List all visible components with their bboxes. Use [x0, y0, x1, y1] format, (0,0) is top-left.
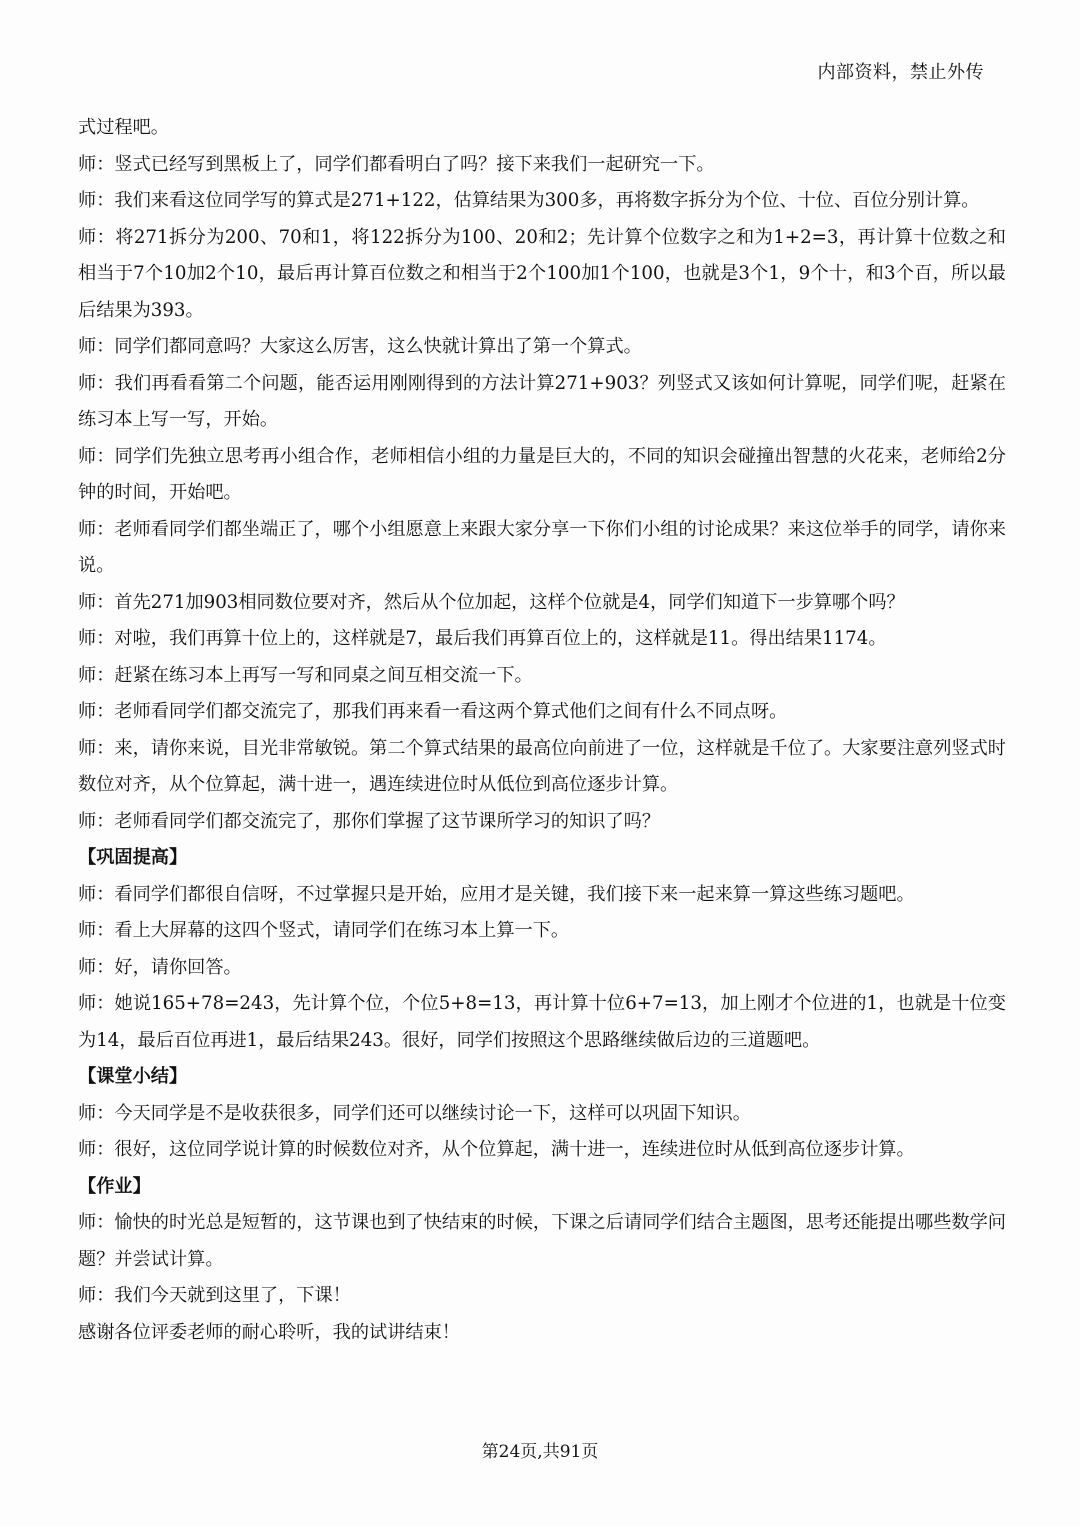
confidential-note: 内部资料，禁止外传: [817, 62, 984, 83]
section-heading-summary: 【课堂小结】: [78, 1066, 188, 1087]
lecture-transcript: [78, 110, 1006, 1351]
paragraph: 师：竖式已经写到黑板上了，同学们都看明白了吗？接下来我们一起研究一下。: [78, 153, 715, 175]
paragraph: 师：赶紧在练习本上再写一写和同桌之间互相交流一下。: [78, 664, 533, 686]
paragraph: 师：看上大屏幕的这四个竖式，请同学们在练习本上算一下。: [78, 920, 570, 941]
section-heading-consolidation: 【巩固提高】: [78, 847, 188, 868]
paragraph: 师：来，请你来说，目光非常敏锐。第二个算式结果的最高位向前进了一位，这样就是千位了。大家要注意列竖式时数位对齐，从个位算起，满十进一，遇连续进位时从低位到高位逐步计算。: [78, 737, 1006, 795]
paragraph: 式过程吧。: [78, 117, 169, 138]
page-number: 第24页,共91页: [481, 1442, 599, 1462]
paragraph: 师：好，请你回答。: [78, 956, 242, 978]
paragraph: 师：我们来看这位同学写的算式是271+122，估算结果为300多，再将数字拆分为个位、十位、百位分别计算。: [78, 190, 980, 211]
paragraph: 师：将271拆分为200、70和1，将122拆分为100、20和2；先计算个位数字之和为1+2=3，再计算十位数之和相当于7个10加2个10，最后再计算百位数之和相当于2个100加1个100，也就是3个1，9个十，和3个百，所以最后结果为393。: [78, 226, 1006, 321]
paragraph: 师：首先271加903相同数位要对齐，然后从个位加起，这样个位就是4，同学们知道下一步算哪个吗？: [78, 591, 905, 613]
paragraph: 师：我们再看看第二个问题，能否运用刚刚得到的方法计算271+903？列竖式又该如何计算呢，同学们呢，赶紧在练习本上写一写，开始。: [78, 372, 1006, 430]
paragraph: 师：老师看同学们都交流完了，那我们再来看一看这两个算式他们之间有什么不同点呀。: [78, 701, 788, 722]
paragraph: 师：看同学们都很自信呀，不过掌握只是开始，应用才是关键，我们接下来一起来算一算这些练习题吧。: [78, 883, 915, 905]
paragraph: 师：愉快的时光总是短暂的，这节课也到了快结束的时候，下课之后请同学们结合主题图，思考还能提出哪些数学问题？并尝试计算。: [78, 1212, 1006, 1270]
paragraph: 师：我们今天就到这里了，下课！: [78, 1285, 351, 1306]
section-heading-homework: 【作业】: [78, 1175, 151, 1197]
paragraph: 师：老师看同学们都交流完了，那你们掌握了这节课所学习的知识了吗？: [78, 810, 661, 832]
paragraph: 师：同学们都同意吗？大家这么厉害，这么快就计算出了第一个算式。: [78, 336, 642, 357]
paragraph: 师：今天同学是不是收获很多，同学们还可以继续讨论一下，这样可以巩固下知识。: [78, 1102, 751, 1124]
paragraph: 感谢各位评委老师的耐心聆听，我的试讲结束！: [78, 1321, 460, 1343]
paragraph: 师：老师看同学们都坐端正了，哪个小组愿意上来跟大家分享一下你们小组的讨论成果？来这位举手的同学，请你来说。: [78, 518, 1006, 576]
paragraph: 师：很好，这位同学说计算的时候数位对齐，从个位算起，满十进一，连续进位时从低到高位逐步计算。: [78, 1139, 915, 1160]
paragraph: 师：对啦，我们再算十位上的，这样就是7，最后我们再算百位上的，这样就是11。得出结果1174。: [78, 628, 887, 649]
paragraph: 师：她说165+78=243，先计算个位，个位5+8=13，再计算十位6+7=13，加上刚才个位进的1，也就是十位变为14，最后百位再进1，最后结果243。很好，同学们按照这个思路继续做后边的三道题吧。: [78, 993, 1006, 1051]
paragraph: 师：同学们先独立思考再小组合作，老师相信小组的力量是巨大的，不同的知识会碰撞出智慧的火花来，老师给2分钟的时间，开始吧。: [78, 445, 1006, 503]
